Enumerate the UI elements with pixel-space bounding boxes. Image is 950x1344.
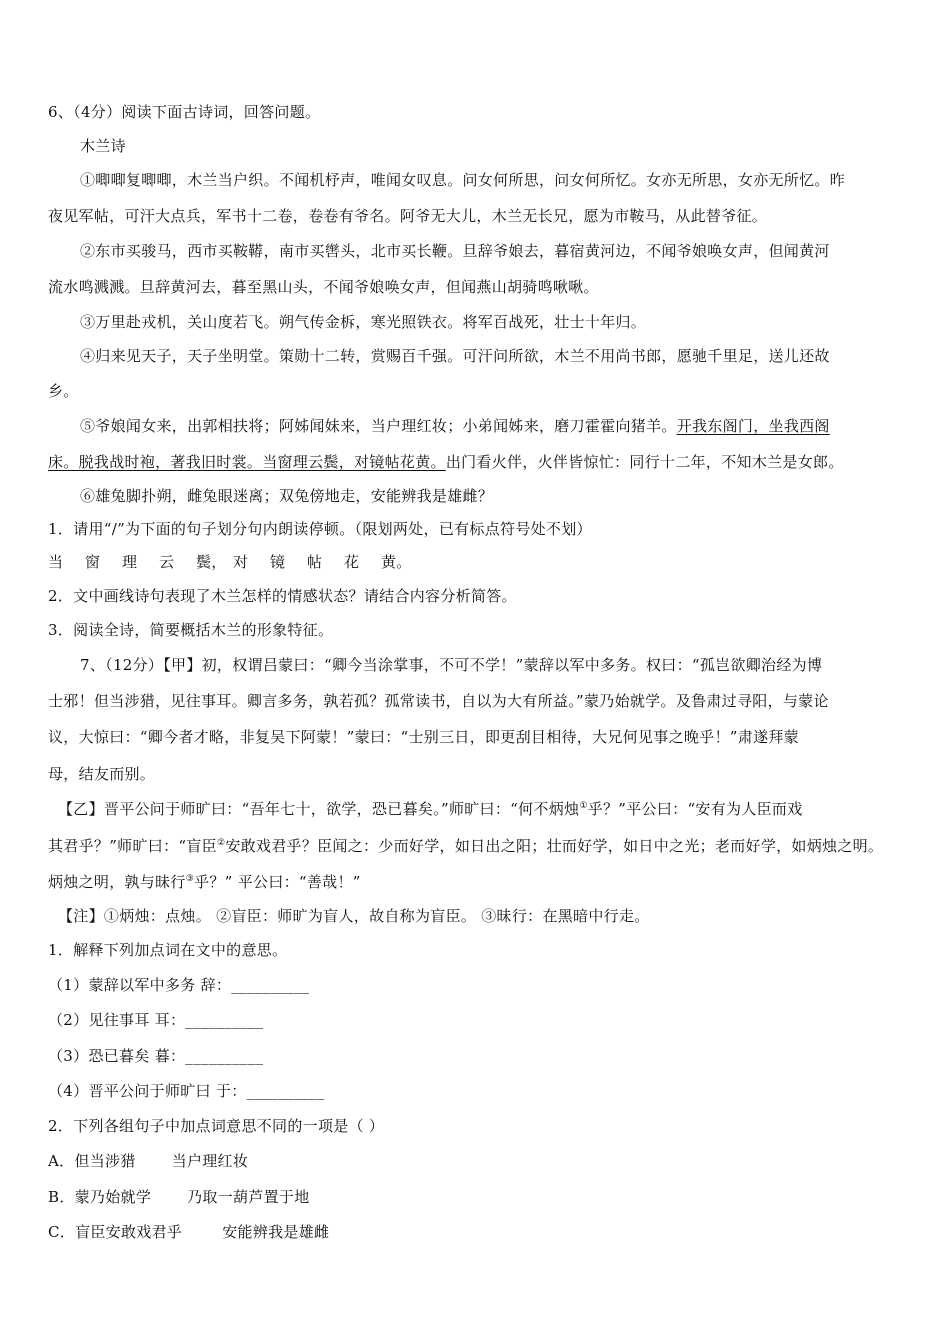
q7-passage-a-line-4: 母，结友而别。 <box>48 765 156 783</box>
q7-passage-b-line-2 <box>48 836 908 856</box>
option-b-pair: 乃取一葫芦置于地 <box>187 1188 310 1206</box>
q7-subquestion-2: 2．下列各组句子中加点词意思不同的一项是（ ） <box>48 1117 385 1135</box>
q7-footnotes: 【注】①炳烛：点烛。 ②盲臣：师旷为盲人，故自称为盲臣。 ③昧行：在黑暗中行走。 <box>58 907 650 925</box>
q7-passage-b-line-1 <box>58 799 908 819</box>
option-c-label: C．盲臣安敢戏君乎 <box>48 1223 183 1241</box>
question-6-header: 6、（4分）阅读下面古诗词，回答问题。 <box>48 103 321 121</box>
sentence-char: 镜 <box>270 553 286 571</box>
poem-stanza-3: ③万里赴戎机，关山度若飞。朔气传金柝，寒光照铁衣。将军百战死，壮士十年归。 <box>80 313 647 331</box>
q6-subquestion-3: 3．阅读全诗，简要概括木兰的形象特征。 <box>48 621 334 639</box>
stanza-5-plain-text: ⑤爷娘闻女来，出郭相扶将；阿姊闻妹来，当户理红妆；小弟闻姊来，磨刀霍霍向猪羊。 <box>80 417 677 435</box>
passage-b-text: 乎？” 平公曰：“善哉！” <box>194 873 361 891</box>
poem-stanza-5-line-1 <box>80 416 908 436</box>
footnote-marker: ② <box>216 838 226 848</box>
q7-sub1-item-4: （4）晋平公问于师旷曰 于：__________ <box>48 1082 325 1100</box>
option-b-label: B．蒙乃始就学 <box>48 1188 152 1206</box>
q6-subquestion-1: 1．请用“/”为下面的句子划分句内朗读停顿。（限划两处，已有标点符号处不划） <box>48 520 592 538</box>
poem-stanza-4-line-1: ④归来见天子，天子坐明堂。策勋十二转，赏赐百千强。可汗问所欲，木兰不用尚书郎，愿驰千里足，送儿还故 <box>80 347 830 365</box>
option-c-pair: 安能辨我是雄雌 <box>222 1223 330 1241</box>
q7-subquestion-1: 1．解释下列加点词在文中的意思。 <box>48 941 288 959</box>
pause-marking-sentence <box>48 552 908 572</box>
passage-b-text: 炳烛之明，孰与昧行 <box>48 873 186 891</box>
option-a-label: A．但当涉猎 <box>48 1152 136 1170</box>
poem-stanza-1-line-2: 夜见军帖，可汗大点兵，军书十二卷，卷卷有爷名。阿爷无大儿，木兰无长兄，愿为市鞍马，从此替爷征。 <box>48 207 768 225</box>
poem-title: 木兰诗 <box>80 137 126 155</box>
sentence-char: 理 <box>122 553 138 571</box>
poem-stanza-5-line-2 <box>48 452 908 472</box>
passage-b-text: 【乙】晋平公问于师旷曰：“吾年七十，欲学，恐已暮矣。”师旷曰：“何不炳烛 <box>58 800 580 818</box>
passage-b-text: 安敢戏君乎？臣闻之：少而好学，如日出之阳；壮而好学，如日中之光；老而好学，如炳烛之明。 <box>225 837 884 855</box>
underlined-verse: 开我东阁门，坐我西阁 <box>676 417 830 435</box>
sentence-char: 花 <box>344 553 360 571</box>
sentence-char: 帖 <box>307 553 323 571</box>
option-b <box>48 1187 908 1207</box>
footnote-marker: ③ <box>185 874 195 884</box>
q7-passage-b-line-3 <box>48 872 908 892</box>
q7-passage-a-line-3: 议，大惊曰：“卿今者才略，非复吴下阿蒙！”蒙曰：“士别三日，即更刮目相待，大兄何见事之晚乎！”肃遂拜蒙 <box>48 728 799 746</box>
q7-sub1-item-3: （3）恐已暮矣 暮：__________ <box>48 1047 264 1065</box>
poem-stanza-6: ⑥雄兔脚扑朔，雌兔眼迷离；双兔傍地走，安能辨我是雄雌？ <box>80 487 494 505</box>
footnote-marker: ① <box>579 801 588 811</box>
q7-passage-a-line-2: 士邪！但当涉猎，见往事耳。卿言多务，孰若孤？孤常读书，自以为大有所益。”蒙乃始就学。及鲁肃过寻阳，与蒙论 <box>48 692 829 710</box>
sentence-char: 鬓， <box>196 553 227 571</box>
poem-stanza-1-line-1: ①唧唧复唧唧，木兰当户织。不闻机杼声，唯闻女叹息。问女何所思，问女何所忆。女亦无所思，女亦无所忆。昨 <box>80 171 846 189</box>
option-a-pair: 当户理红妆 <box>171 1152 249 1170</box>
sentence-char: 当 <box>48 553 64 571</box>
q7-sub1-item-1: （1）蒙辞以军中多务 辞：__________ <box>48 976 310 994</box>
sentence-char: 云 <box>159 553 175 571</box>
q7-sub1-item-2: （2）见往事耳 耳：__________ <box>48 1011 264 1029</box>
poem-stanza-4-line-2: 乡。 <box>48 382 79 400</box>
q6-subquestion-2: 2．文中画线诗句表现了木兰怎样的情感状态？请结合内容分析简答。 <box>48 587 517 605</box>
sentence-char: 窗 <box>85 553 101 571</box>
passage-b-text: 乎？”平公曰：“安有为人臣而戏 <box>587 800 803 818</box>
stanza-5-plain-text: 出门看火伴，火伴皆惊忙：同行十二年，不知木兰是女郎。 <box>445 453 844 471</box>
poem-stanza-2-line-2: 流水鸣溅溅。旦辞黄河去，暮至黑山头，不闻爷娘唤女声，但闻燕山胡骑鸣啾啾。 <box>48 278 599 296</box>
sentence-char: 黄。 <box>381 553 412 571</box>
q7-passage-a-line-1: 7、（12分）【甲】初，权谓吕蒙曰：“卿今当涂掌事，不可不学！”蒙辞以军中多务。权曰：“孤岂欲卿治经为博 <box>80 656 823 674</box>
poem-stanza-2-line-1: ②东市买骏马，西市买鞍鞯，南市买辔头，北市买长鞭。旦辞爷娘去，暮宿黄河边，不闻爷娘唤女声，但闻黄河 <box>80 242 830 260</box>
underlined-verse: 床。脱我战时袍，著我旧时裳。当窗理云鬓，对镜帖花黄。 <box>48 453 446 471</box>
option-c <box>48 1222 908 1242</box>
passage-b-text: 其君乎？”师旷曰：“盲臣 <box>48 837 217 855</box>
option-a <box>48 1151 908 1171</box>
sentence-char: 对 <box>233 553 249 571</box>
